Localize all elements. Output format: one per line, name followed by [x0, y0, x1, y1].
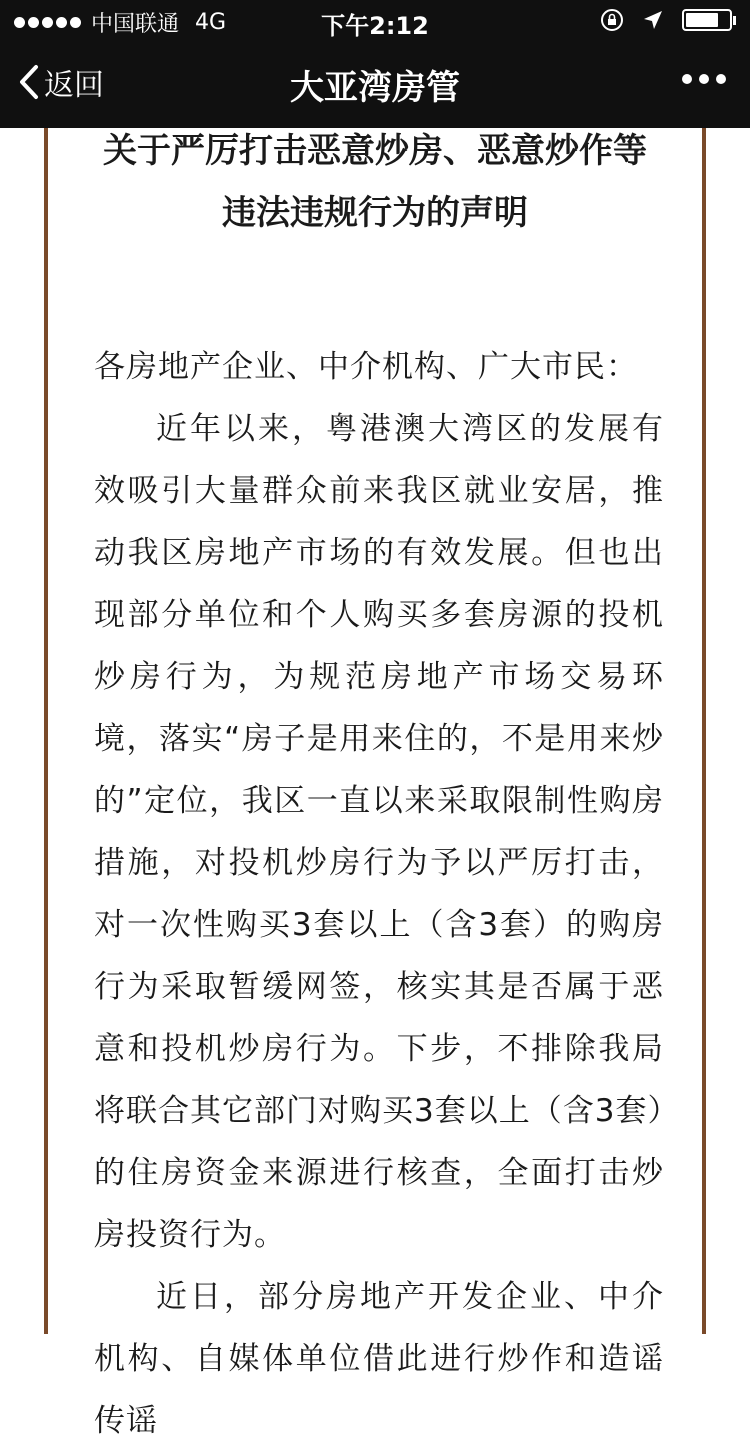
location-arrow-icon	[642, 9, 664, 31]
orientation-lock-icon	[600, 8, 624, 32]
article-frame	[44, 128, 706, 1439]
article-body	[94, 336, 664, 1452]
network-type: 4G	[195, 10, 227, 35]
chevron-left-icon	[18, 64, 40, 100]
status-time: 下午2:12	[321, 12, 429, 40]
battery-icon	[682, 9, 732, 31]
battery-indicator	[682, 9, 736, 31]
article-title	[48, 128, 702, 244]
more-options-button[interactable]	[682, 74, 726, 84]
paragraph: 近年以来，粤港澳大湾区的发展有效吸引大量群众前来我区就业安居，推动我区房地产市场的有效发展。但也出现部分单位和个人购买多套房源的投机炒房行为，为规范房地产市场交易环境，落实“房子是用来住的，不是用来炒的”定位，我区一直以来采取限制性购房措施，对投机炒房行为予以严厉打击，对一次性购买3套以上（含3套）的购房行为采取暂缓网签，核实其是否属于恶意和投机炒房行为。下步，不排除我局将联合其它部门对购买3套以上（含3套）的住房资金来源进行核查，全面打击炒房投资行为。	[94, 411, 664, 1253]
article-title-line1: 关于严厉打击恶意炒房、恶意炒作等	[103, 131, 647, 171]
salutation: 各房地产企业、中介机构、广大市民：	[94, 349, 638, 385]
more-icon	[682, 74, 692, 84]
carrier-name: 中国联通	[91, 12, 180, 37]
article-title-line2: 违法违规行为的声明	[222, 193, 528, 233]
status-bar	[0, 0, 750, 40]
nav-bar	[0, 40, 750, 128]
status-right	[600, 8, 736, 32]
page-title: 大亚湾房管	[290, 68, 460, 108]
paragraph: 近日，部分房地产开发企业、中介机构、自媒体单位借此进行炒作和造谣传谣	[94, 1279, 664, 1439]
back-label: 返回	[44, 68, 104, 103]
top-bar	[0, 0, 750, 128]
back-button[interactable]	[18, 60, 104, 104]
